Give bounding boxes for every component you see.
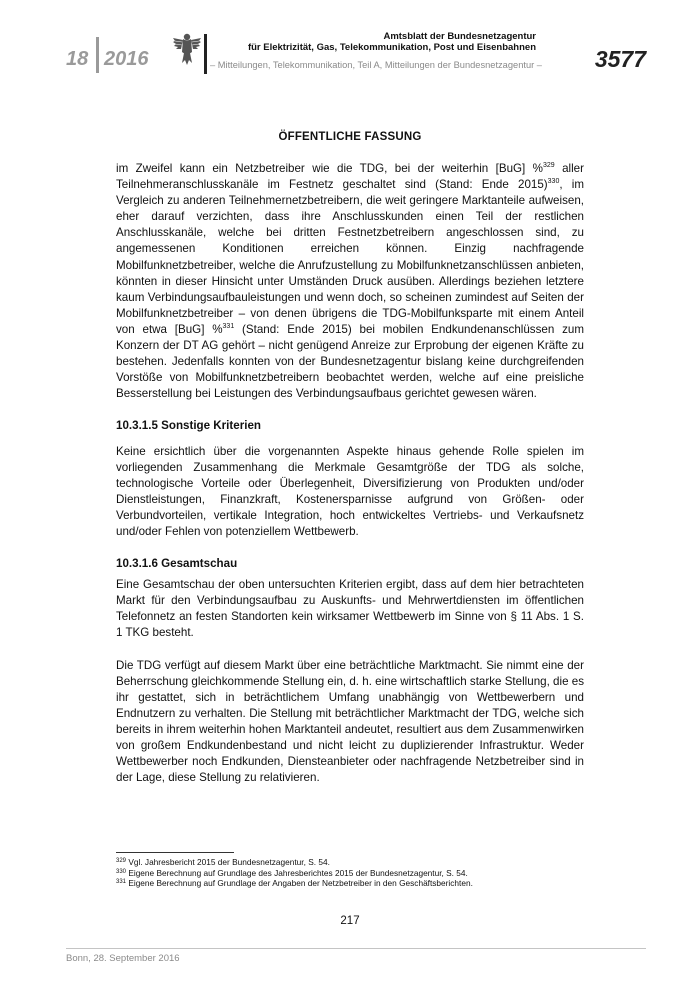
paragraph: Eine Gesamtschau der oben untersuchten Kriterien ergibt, dass auf dem hier betrachteten Markt für den Verbindungsaufbau zu Auskunfts- und Mehrwertdiensten im öffentlichen Telefonnetz an festen Standorten kein wirksamer Wettbewerb im Sinne von § 11 Abs. 1 S. 1 TKG besteht. [116,578,584,640]
issue-number: 18 [66,48,89,70]
document-label: ÖFFENTLICHE FASSUNG [278,131,422,143]
section-heading: 10.3.1.6 Gesamtschau [116,557,238,571]
footnote-ref: 330 [547,178,560,186]
page-number: 217 [340,915,360,927]
paragraph: Keine ersichtlich über die vorgenannten Aspekte hinaus gehende Rolle spielen im vorliegenden Zusammenhang die Merkmale Gesamtgröße der TDG als solche, technologische Vorteile oder Überlegenheit, Diversifizierung von Produkten und/oder Dienstleistungen, Finanzkraft, Kostenersparnisse aufgrund von Größen- oder Verbundvorteilen, vertikale Integration, hoch entwickeltes Vertriebs- und Verkaufsnetz und/oder Fehlen von potenziellem Wettbewerb. [116,444,584,538]
section-heading: 10.3.1.5 Sonstige Kriterien [116,419,261,433]
footnote: $^{329}$ Vgl. Jahresbericht 2015 der Bundesnetzagentur, S. 54. [116,857,330,867]
footnote-ref: 329 [542,162,555,169]
issue-year: 2016 [104,48,149,70]
footer-date: Bonn, 28. September 2016 [66,953,180,964]
gazette-title: Amtsblatt der Bundesnetzagentur [383,31,536,42]
section-line: – Mitteilungen, Telekommunikation, Teil A, Mitteilungen der Bundesnetzagentur – [210,60,542,70]
footer-rule [66,948,646,949]
gazette-page-number: 3577 [594,46,646,72]
footnote-ref: 331 [222,322,235,330]
footnote: $^{331}$ Eigene Berechnung auf Grundlage der Angaben der Netzbetreiber in den Geschäftsberichten. [116,878,473,889]
gazette-subtitle: für Elektrizität, Gas, Telekommunikation, Post und Eisenbahnen [247,42,536,53]
footnotes [116,857,596,889]
footnote: $^{330}$ Eigene Berechnung auf Grundlage des Jahresberichtes 2015 der Bundesnetzagentur, S. 54. [116,867,468,878]
footnote-separator [116,852,234,853]
page-header [0,0,700,80]
paragraph: im Zweifel kann ein Netzbetreiber wie die TDG, bei der weiterhin [BuG] %$^{329}$ aller Teilnehmeranschlusskanäle im Festnetz geschaltet sind (Stand: Ende 2015)$^{330}$, im Vergleich zu anderen Teilnehmernetzbetreibern, die weit geringere Marktanteile aufweisen, eher darauf verzichten, dass ihre Anschlusskunden einen Teil der restlichen Anschlusskanäle, welche bei dritten Festnetzbetreibern angeschlossen sind, zu angemessenen Konditionen erreichen können. Einzig nachfragende Mobilfunknetzbetreiber, welche die Anrufzustellung zu Mobilfunknetzanschlüssen anbieten, könnten in dieser Hinsicht unter Umständen Druck ausüben. Allerdings beziehen letztere kaum Verbindungsaufbauleistungen und wenn doch, so scheinen zumindest auf Seiten der Mobilfunknetzbetreiber – von denen übrigens die TDG-Mobilfunksparte mit einem Anteil von etwa [BuG] %$^{331}$ (Stand: Ende 2015) bei mobilen Endkundenanschlüssen zum Konzern der DT AG gehört – nicht genügend Anreize zur Erprobung der eigenen Kräfte zu bestehen. Jedenfalls konnten von der Bundesnetzagentur bislang keine durchgreifenden Vorstöße von Mobilfunknetzbetreibern beobachtet werden, welche auf eine preisliche Besserstellung bei Leistungen des Verbindungsaufbaus gerichtet gewesen wären. [116,162,585,401]
document-body [116,161,584,786]
paragraph: Die TDG verfügt auf diesem Markt über eine beträchtliche Marktmacht. Sie nimmt eine der Beherrschung gleichkommende Stellung ein, d. h. eine wirtschaftlich starke Stellung, die es ihr gestattet, sich in beträchtlichem Umfang unabhängig von Wettbewerbern und Endnutzern zu verhalten. Die Stellung mit beträchtlicher Marktmacht der TDG, welche sich bereits in ihrem weiterhin hohen Marktanteil andeutet, resultiert aus dem Zusammenwirken von großem Endkundenbestand und nicht leicht zu duplizierender Infrastruktur. Weder Wettbewerber noch Endkunden, Diensteanbieter oder nachfragende Netzbetreiber sind in der Lage, diese Stellung zu relativieren. [116,658,584,785]
